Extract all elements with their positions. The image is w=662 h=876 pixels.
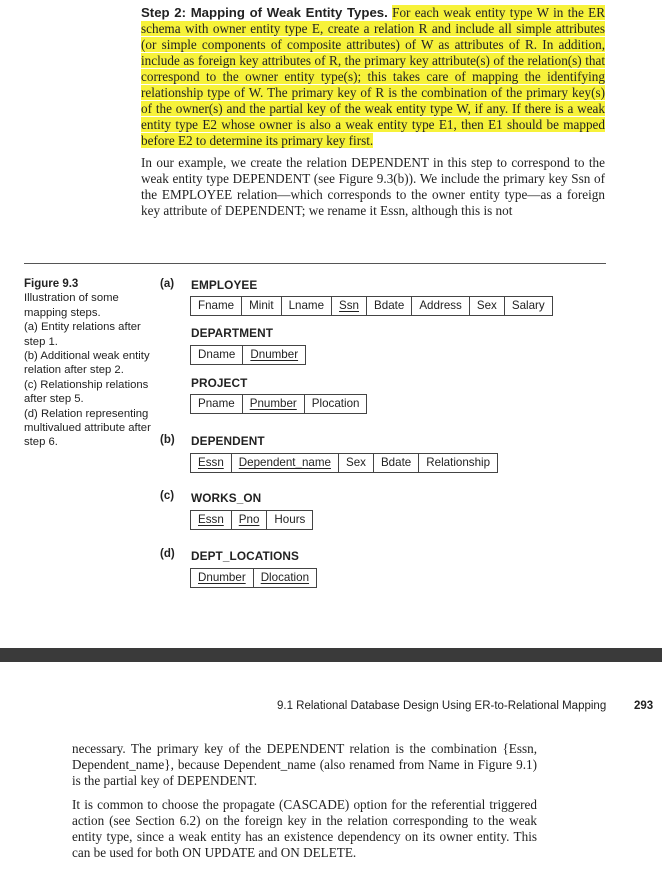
attr-pnumber-primary-key: Pnumber	[242, 395, 304, 413]
page-separator-band	[0, 648, 662, 662]
figure-part-d: (d)	[160, 548, 175, 560]
attr-sex: Sex	[338, 454, 373, 472]
caption-line: (c) Relationship relations after step 5.	[24, 378, 149, 406]
relation-department	[190, 345, 306, 365]
relation-name-works-on: WORKS_ON	[191, 491, 262, 505]
figure-part-a: (a)	[160, 278, 175, 290]
attr-dependent-name-primary-key: Dependent_name	[231, 454, 338, 472]
figure-part-c: (c)	[160, 490, 175, 502]
figure-divider	[24, 263, 606, 264]
attr-minit: Minit	[241, 297, 280, 315]
attr-dnumber-primary-key: Dnumber	[198, 571, 246, 584]
attr-sex: Sex	[469, 297, 504, 315]
attr-essn-primary-key: Essn	[198, 456, 224, 469]
relation-name-employee: EMPLOYEE	[191, 278, 258, 292]
relation-name-dept-locations: DEPT_LOCATIONS	[191, 549, 300, 563]
continued-paragraph-2: It is common to choose the propagate (CASCADE) option for the referential triggered action (see Section 6.2) on the foreign key in the relation corresponding to the weak entity type, since a weak entity has an existence dependency on its owner entity. This can be used for both ON UPDATE and ON DELETE.	[72, 797, 537, 860]
relation-dept-locations	[190, 568, 317, 588]
attr-plocation: Plocation	[304, 395, 367, 413]
attr-pno-primary-key: Pno	[231, 511, 267, 529]
attr-dname: Dname	[198, 348, 236, 361]
highlighted-step2-body: For each weak entity type W in the ER schema with owner entity type E, create a relation R and include all simple attributes (or simple components of composite attributes) of W as attributes of R. In addition, include as foreign key attributes of R, the primary key attribute(s) of the relation(s) that correspond to the owner entity type(s); this takes care of mapping the identifying relationship type of W. The primary key of R is the combination of the primary key(s) of the owner(s) and the partial key of the weak entity type W, if any. If there is a weak entity type E2 whose owner is also a weak entity type E1, then E1 should be mapped before E2 to determine its primary key first.	[141, 5, 605, 148]
attr-dnumber-primary-key: Dnumber	[242, 346, 305, 364]
running-header: 9.1 Relational Database Design Using ER-to-Relational Mapping	[277, 700, 607, 712]
attr-salary: Salary	[504, 297, 552, 315]
caption-line: Illustration of some mapping steps.	[24, 292, 119, 319]
figure-caption	[24, 277, 159, 450]
attr-bdate: Bdate	[373, 454, 418, 472]
relation-works-on	[190, 510, 313, 530]
attr-essn-primary-key: Essn	[198, 513, 224, 526]
continued-section	[72, 741, 537, 861]
relation-name-department: DEPARTMENT	[191, 326, 274, 340]
relation-employee	[190, 296, 553, 316]
caption-line: (b) Additional weak entity relation after step 2.	[24, 350, 150, 377]
figure-caption-title: Figure 9.3	[24, 278, 79, 290]
relation-dependent	[190, 453, 498, 473]
step2-heading: Step 2: Mapping of Weak Entity Types.	[141, 5, 388, 20]
step2-section	[141, 5, 605, 219]
example-paragraph: In our example, we create the relation DEPENDENT in this step to correspond to the weak entity type DEPENDENT (see Figure 9.3(b)). We include the primary key Ssn of the EMPLOYEE relation—which corresponds to the owner entity type—as a foreign key attribute of DEPENDENT; we rename it Essn, although this is not	[141, 155, 605, 218]
attr-lname: Lname	[281, 297, 331, 315]
attr-bdate: Bdate	[366, 297, 411, 315]
attr-hours: Hours	[266, 511, 312, 529]
attr-address: Address	[411, 297, 469, 315]
relation-project	[190, 394, 367, 414]
attr-ssn-primary-key: Ssn	[331, 297, 366, 315]
attr-fname: Fname	[198, 299, 235, 312]
caption-line: (a) Entity relations after step 1.	[24, 321, 141, 348]
relation-name-dependent: DEPENDENT	[191, 434, 265, 448]
attr-pname: Pname	[198, 397, 235, 410]
attr-relationship: Relationship	[418, 454, 497, 472]
caption-line: (d) Relation representing multivalued attribute after step 6.	[24, 407, 151, 449]
attr-dlocation-primary-key: Dlocation	[253, 569, 316, 587]
relation-name-project: PROJECT	[191, 376, 248, 390]
continued-paragraph-1: necessary. The primary key of the DEPENDENT relation is the combination {Essn, Dependent_name}, because Dependent_name (also renamed from Name in Figure 9.1) is the partial key of DEPENDENT.	[72, 741, 537, 788]
page-number: 293	[634, 700, 654, 712]
step2-paragraph	[141, 5, 605, 149]
figure-part-b: (b)	[160, 434, 175, 446]
